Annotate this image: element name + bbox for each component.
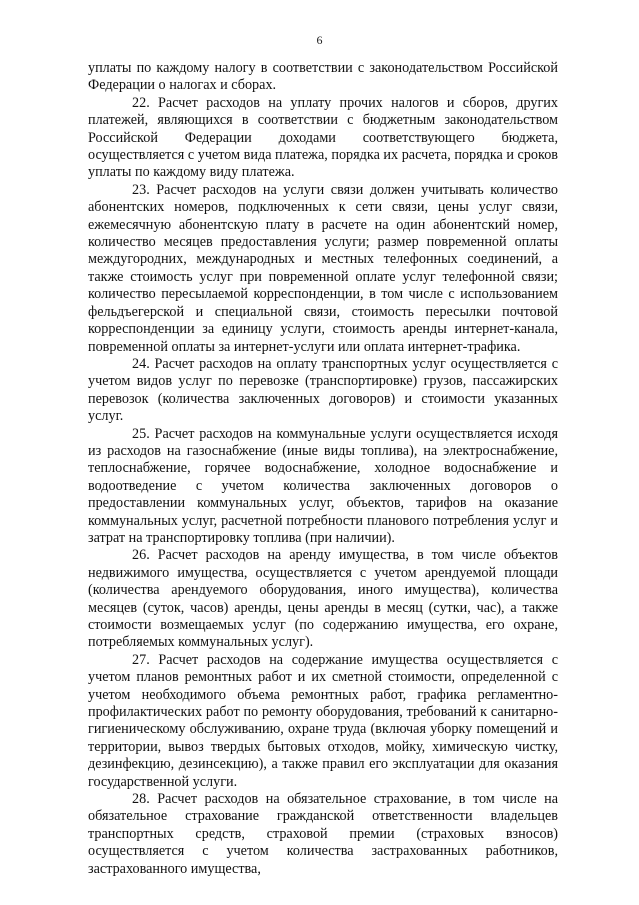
paragraph-23: 23. Расчет расходов на услуги связи должен учитывать количество абонентских номеров, подключенных к сети связи, цены услуг связи, ежемесячную абонентскую плату в расчете на один абонентский номер, количество месяцев предоставления услуги; размер повременной оплаты междугородних, международных и местных телефонных соединений, а также стоимость услуг при повременной оплате услуг телефонной связи; количество пересылаемой корреспонденции, в том числе с использованием фельдъегерской и специальной связи, стоимость пересылки почтовой корреспонденции за единицу услуги, стоимость аренды интернет-канала, повременной оплаты за интернет-услуги или оплата интернет-трафика. (88, 181, 558, 355)
paragraph-24: 24. Расчет расходов на оплату транспортных услуг осуществляется с учетом видов услуг по перевозке (транспортировке) грузов, пассажирских перевозок (количества заключенных договоров) и стоимости указанных услуг. (88, 355, 558, 425)
paragraph-28: 28. Расчет расходов на обязательное страхование, в том числе на обязательное страхование гражданской ответственности владельцев транспортных средств, страховой премии (страховых взносов) осуществляется с учетом количества застрахованных работников, застрахованного имущества, (88, 791, 558, 877)
document-body (88, 60, 558, 878)
paragraph-22: 22. Расчет расходов на уплату прочих налогов и сборов, других платежей, являющихся в соответствии с бюджетным законодательством Российской Федерации доходами соответствующего бюджета, осуществляется с учетом вида платежа, порядка их расчета, порядка и сроков уплаты по каждому виду платежа. (88, 94, 558, 181)
paragraph-26: 26. Расчет расходов на аренду имущества, в том числе объектов недвижимого имущества, осуществляется с учетом арендуемой площади (количества арендуемого оборудования, иного имущества), количества месяцев (суток, часов) аренды, цены аренды в месяц (сутки, час), а также стоимости возмещаемых услуг (по содержанию имущества, его охране, потребляемых коммунальных услуг). (88, 547, 558, 651)
paragraph-continuation: уплаты по каждому налогу в соответствии с законодательством Российской Федерации о налогах и сборах. (88, 60, 558, 94)
paragraph-27: 27. Расчет расходов на содержание имущества осуществляется с учетом планов ремонтных работ и их сметной стоимости, определенной с учетом необходимого объема ремонтных работ, графика регламентно-профилактических работ по ремонту оборудования, требований к санитарно-гигиеническому обслуживанию, охране труда (включая уборку помещений и территории, вывоз твердых бытовых отходов, мойку, химическую чистку, дезинфекцию, дезинсекцию), а также правил его эксплуатации для оказания государственной услуги. (88, 651, 558, 790)
paragraph-25: 25. Расчет расходов на коммунальные услуги осуществляется исходя из расходов на газоснабжение (иные виды топлива), на электроснабжение, теплоснабжение, горячее водоснабжение, холодное водоснабжение и водоотведение с учетом количества заключенных договоров о предоставлении коммунальных услуг, объектов, тарифов на оказание коммунальных услуг, расчетной потребности планового потребления услуг и затрат на транспортировку топлива (при наличии). (88, 425, 558, 546)
page-number: 6 (316, 33, 323, 47)
